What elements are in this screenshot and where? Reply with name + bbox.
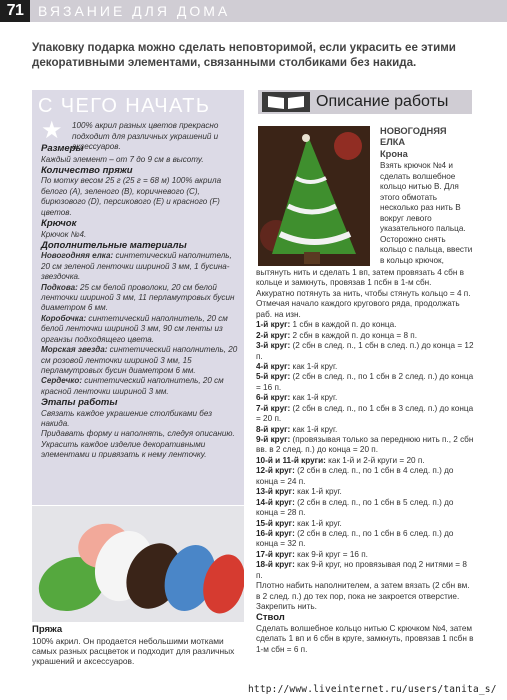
round-row xyxy=(256,550,474,560)
round-label: 6-й круг: xyxy=(256,393,291,403)
material-horseshoe xyxy=(41,283,241,314)
magazine-section-title: ВЯЗАНИЕ ДЛЯ ДОМА xyxy=(38,3,231,19)
round-row xyxy=(256,331,474,341)
stem-text: Сделать волшебное кольцо нитью C крючком №4, затем сделать 1 вп и 6 сбн в круге, замкнуть, провязав 1 псбн в 1-м сбн = 6 п. xyxy=(256,623,474,654)
yarn-text: По мотку весом 25 г (25 г = 68 м) 100% акрила белого (A), зеленого (B), коричневого (C), бирюзового (D), персикового (E) и красного (F) цветов. xyxy=(41,176,222,217)
round-label: 9-й круг: xyxy=(256,435,291,444)
yarn-caption-text: 100% акрил. Он продается небольшими мотками самых разных расцветок и подходит для различных украшений и аксессуаров. xyxy=(32,635,235,667)
material-box xyxy=(41,314,241,345)
round-label: 18-й круг: xyxy=(256,560,295,570)
round-label: 4-й круг: xyxy=(256,361,291,371)
round-text: как 9-й круг = 16 п. xyxy=(294,549,368,559)
page-number: 71 xyxy=(0,0,30,22)
christmas-tree-photo xyxy=(258,126,370,266)
round-row xyxy=(256,466,474,487)
round-row xyxy=(256,320,474,330)
stem-heading: Ствол xyxy=(256,612,285,624)
instruction-paragraph: Отмечая начало каждого кругового ряда, продолжать раб. на изн. xyxy=(256,299,460,319)
round-label: 2-й круг: xyxy=(256,330,291,340)
yarn-skeins-photo xyxy=(32,506,244,622)
stage-3: Украсить каждое изделие декоративными элементами и привязать к нему ленточку. xyxy=(41,439,207,460)
material-heart xyxy=(41,376,241,397)
round-row xyxy=(256,393,474,403)
crown-intro-text: Взять крючок №4 и сделать волшебное кольцо нитью B. Для этого обмотать несколько раз нить B вокруг левого указательного пальца. Осторожно снять кольцо с пальца, ввести в кольцо крючок, xyxy=(380,161,473,265)
instruction-paragraph: Аккуратно потянуть за нить, чтобы стянуть кольцо = 4 п. xyxy=(256,288,471,298)
getting-started-panel xyxy=(32,90,244,505)
round-text: (2 сбн в след. п., по 1 сбн в 3 след. п.) до конца = 20 п. xyxy=(256,403,474,424)
round-text: 1 сбн в каждой п. до конца. xyxy=(290,320,397,330)
yarn-heading: Количество пряжи xyxy=(41,164,133,176)
material-text: синтетический наполнитель, 20 см зеленой ленточки шириной 3 мм, 1 бусина-звездочка. xyxy=(41,251,232,282)
round-text: (провязывая только за переднюю нить п., 2 сбн вв. в 2 след. п.) до конца = 20 п. xyxy=(256,435,474,455)
round-text: как 1-й круг. xyxy=(294,487,342,497)
round-text: как 1-й круг. xyxy=(290,393,338,403)
round-label: 13-й круг: xyxy=(256,487,295,497)
source-url: http://www.liveinternet.ru/users/tanita_s/ xyxy=(248,684,497,695)
round-label: 12-й круг: xyxy=(256,466,295,476)
round-row xyxy=(256,372,474,393)
yarn-caption-title: Пряжа xyxy=(32,624,63,635)
round-label: 15-й круг: xyxy=(256,518,295,528)
round-row xyxy=(256,425,474,435)
round-text: 2 сбн в каждой п. до конца = 8 п. xyxy=(290,330,418,340)
round-label: 14-й круг: xyxy=(256,497,295,507)
round-text: как 1-й круг. xyxy=(294,518,342,528)
getting-started-title: С ЧЕГО НАЧАТЬ xyxy=(38,95,211,117)
stages-heading: Этапы работы xyxy=(41,397,118,409)
material-label: Подкова: xyxy=(41,282,78,292)
round-label: 3-й круг: xyxy=(256,341,291,351)
crown-heading: Крона xyxy=(380,149,408,159)
yarn-caption xyxy=(32,624,244,667)
yarn-skeins-illustration xyxy=(32,506,244,622)
round-label: 5-й круг: xyxy=(256,372,291,382)
material-starfish xyxy=(41,345,241,376)
intro-text: Упаковку подарка можно сделать неповторимой, если украсить ее этими декоративными элементами, связанными столбиками без накида. xyxy=(32,41,456,69)
round-text: как 9-й круг, но провязывая под 2 нитями = 8 п. xyxy=(256,560,467,580)
round-label: 7-й круг: xyxy=(256,403,291,413)
round-text: (2 сбн в след. п., по 1 сбн в 5 след. п.) до конца = 28 п. xyxy=(256,497,454,518)
instruction-paragraph: Плотно набить наполнителем, а затем вязать (2 сбн вм. в 2 след. п.) до тех пор, пока не закроется отверстие. Закрепить нить. xyxy=(256,581,470,611)
round-label: 8-й круг: xyxy=(256,424,291,434)
materials-list xyxy=(41,143,241,461)
round-row xyxy=(256,498,474,519)
material-label: Новогодняя елка: xyxy=(41,251,114,261)
open-book-icon xyxy=(262,92,310,112)
hook-heading: Крючок xyxy=(41,218,77,230)
round-row xyxy=(256,362,474,372)
star-icon: ★ xyxy=(41,117,63,144)
round-row xyxy=(256,560,474,581)
stage-2: Придавать форму и наполнять, следуя описанию. xyxy=(41,429,235,439)
round-row xyxy=(256,456,474,466)
round-text: как 1-й и 2-й круги = 20 п. xyxy=(325,455,425,465)
work-instructions xyxy=(256,268,474,655)
work-description-title: Описание работы xyxy=(316,93,449,110)
round-row xyxy=(256,529,474,550)
sizes-text: Каждый элемент – от 7 до 9 см в высоту. xyxy=(41,154,204,164)
round-label: 17-й круг: xyxy=(256,549,295,559)
round-text: как 1-й круг. xyxy=(290,424,338,434)
material-label: Коробочка: xyxy=(41,313,87,323)
yarn-note: 100% акрил разных цветов прекрасно подходит для различных украшений и аксессуаров. xyxy=(72,121,219,152)
material-text: синтетический наполнитель, 20 см белой ленточки шириной 3 мм, 90 см ленты из органзы подходящего цвета. xyxy=(41,313,228,344)
hook-text: Крючок №4. xyxy=(41,229,87,239)
round-text: (2 сбн в след. п., 1 сбн в след. п.) до конца = 12 п. xyxy=(256,341,474,361)
material-text: синтетический наполнитель, 20 см красной ленточки шириной 3 мм. xyxy=(41,376,224,396)
round-row xyxy=(256,487,474,497)
round-row xyxy=(256,435,474,456)
round-text: как 1-й круг. xyxy=(290,361,338,371)
round-row xyxy=(256,341,474,362)
material-label: Морская звезда: xyxy=(41,345,108,355)
extra-materials-heading: Дополнительные материалы xyxy=(41,239,187,251)
material-label: Сердечко: xyxy=(41,376,83,386)
round-text: (2 сбн в след. п., по 1 сбн в 6 след. п.) до конца = 32 п. xyxy=(256,528,454,549)
round-label: 10-й и 11-й круги: xyxy=(256,455,326,465)
round-text: (2 сбн в след. п., по 1 сбн в 2 след. п.) до конца = 16 п. xyxy=(256,372,474,392)
round-row xyxy=(256,404,474,425)
instruction-paragraph: вытянуть нить и сделать 1 вп, затем провязать 4 сбн в кольце и замкнуть, провязав 1 псбн в 1-м сбн. xyxy=(256,268,464,288)
material-text: синтетический наполнитель, 20 см розовой ленточки шириной 3 мм, 15 перламутровых бусин диаметром 6 мм. xyxy=(41,345,238,375)
page-header xyxy=(0,0,507,22)
round-label: 1-й круг: xyxy=(256,320,291,330)
material-tree xyxy=(41,251,241,282)
round-label: 16-й круг: xyxy=(256,528,295,538)
model-title: НОВОГОДНЯЯ ЕЛКА xyxy=(380,126,447,147)
stage-1: Связать каждое украшение столбиками без накида. xyxy=(41,408,213,429)
sizes-heading: Размеры xyxy=(41,143,84,154)
round-text: (2 сбн в след. п., по 1 сбн в 4 след. п.) до конца = 24 п. xyxy=(256,466,454,486)
material-text: 25 см белой проволоки, 20 см белой ленточки шириной 3 мм, 11 перламутровых бусин диаметром 6 мм. xyxy=(41,282,235,313)
round-row xyxy=(256,519,474,529)
christmas-tree-illustration xyxy=(258,126,370,266)
